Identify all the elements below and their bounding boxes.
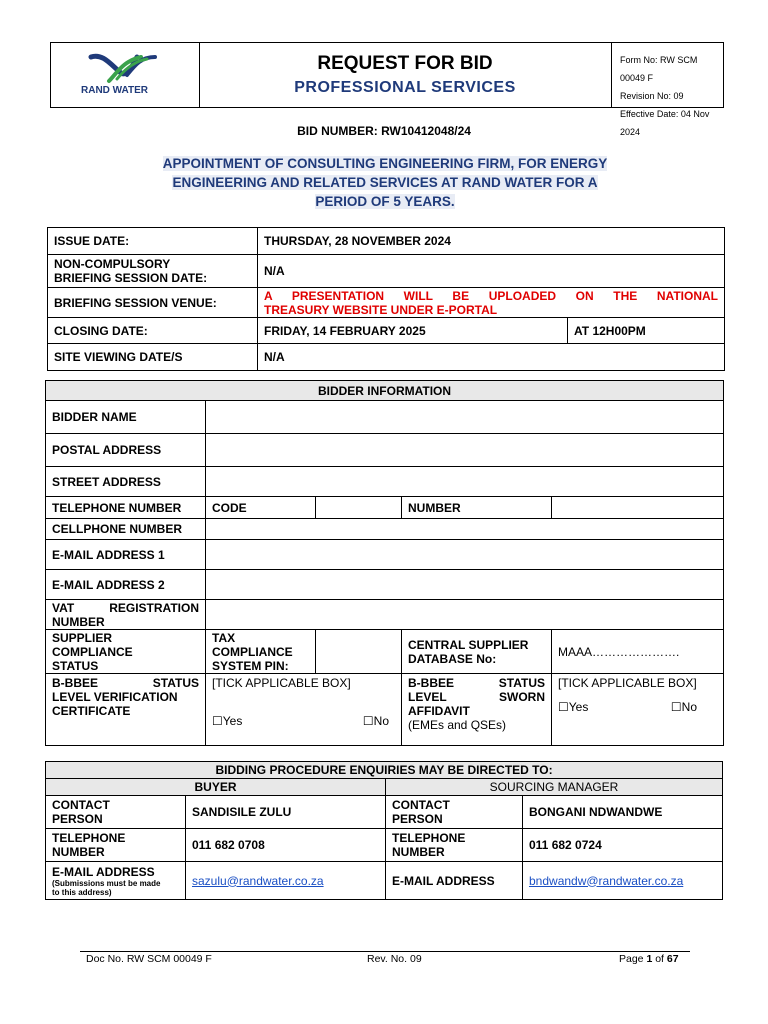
bid-subject xyxy=(90,154,680,211)
tax-pin-field[interactable] xyxy=(316,630,402,674)
logo-text: RAND WATER xyxy=(81,85,149,96)
enquiries-caption: BIDDING PROCEDURE ENQUIRIES MAY BE DIRECTED TO: xyxy=(46,762,723,779)
table-row xyxy=(46,600,724,630)
buyer-name: SANDISILE ZULU xyxy=(186,796,386,829)
sourcing-manager-heading: SOURCING MANAGER xyxy=(386,779,723,796)
effective-date: Effective Date: 04 Nov 2024 xyxy=(620,109,710,137)
telephone-label: TELEPHONE NUMBER xyxy=(46,497,206,519)
no-checkbox[interactable]: ☐No xyxy=(362,714,389,728)
bid-number: BID NUMBER: RW10412048/24 xyxy=(297,124,471,138)
bbbee-certificate-label: B-BBEE STATUS LEVEL VERIFICATION CERTIFICATE xyxy=(46,674,206,746)
footer-doc-number: Doc No. RW SCM 00049 F xyxy=(86,953,212,965)
sworn-affidavit-label: B-BBEE STATUS LEVEL SWORN AFFIDAVIT (EMEs and QSEs) xyxy=(402,674,552,746)
table-row xyxy=(48,318,725,344)
number-label: NUMBER xyxy=(402,497,552,519)
table-row xyxy=(46,467,724,497)
postal-address-field[interactable] xyxy=(206,434,724,467)
enquiries-table xyxy=(45,761,723,900)
email2-field[interactable] xyxy=(206,570,724,600)
header-titles xyxy=(199,43,611,107)
buyer-email-link[interactable]: sazulu@randwater.co.za xyxy=(186,862,386,900)
manager-telephone: 011 682 0724 xyxy=(523,829,723,862)
venue-value: A PRESENTATION WILL BE UPLOADED ON THE NATIONAL TREASURY WEBSITE UNDER E-PORTAL xyxy=(258,288,725,318)
buyer-heading: BUYER xyxy=(46,779,386,796)
email2-label: E-MAIL ADDRESS 2 xyxy=(46,570,206,600)
form-number: Form No: RW SCM 00049 F xyxy=(620,55,698,83)
cellphone-label: CELLPHONE NUMBER xyxy=(46,519,206,540)
street-address-label: STREET ADDRESS xyxy=(46,467,206,497)
revision-number: Revision No: 09 xyxy=(620,91,684,101)
table-row xyxy=(48,344,725,371)
telephone-label: TELEPHONE NUMBER xyxy=(46,829,186,862)
contact-person-label: CONTACT PERSON xyxy=(386,796,523,829)
table-row xyxy=(46,497,724,519)
csd-field[interactable]: MAAA…………………. xyxy=(552,630,724,674)
table-row xyxy=(46,796,723,829)
closing-date-value: FRIDAY, 14 FEBRUARY 2025 xyxy=(258,318,568,344)
page-subtitle: PROFESSIONAL SERVICES xyxy=(294,79,516,96)
vat-label: VAT REGISTRATION NUMBER xyxy=(46,600,206,630)
telephone-label: TELEPHONE NUMBER xyxy=(386,829,523,862)
email1-label: E-MAIL ADDRESS 1 xyxy=(46,540,206,570)
footer-page-number: Page 1 of 67 xyxy=(619,953,679,965)
footer-revision: Rev. No. 09 xyxy=(367,953,422,965)
csd-label: CENTRAL SUPPLIER DATABASE No: xyxy=(402,630,552,674)
code-field[interactable] xyxy=(316,497,402,519)
table-row xyxy=(48,288,725,318)
table-row xyxy=(46,779,723,796)
table-row xyxy=(46,381,724,401)
telephone-field[interactable] xyxy=(552,497,724,519)
bidder-name-label: BIDDER NAME xyxy=(46,401,206,434)
table-row xyxy=(46,674,724,746)
page-title: REQUEST FOR BID xyxy=(317,53,493,74)
table-row xyxy=(48,228,725,255)
postal-address-label: POSTAL ADDRESS xyxy=(46,434,206,467)
buyer-telephone: 011 682 0708 xyxy=(186,829,386,862)
footer-rule xyxy=(80,951,690,952)
table-row xyxy=(46,519,724,540)
table-row xyxy=(46,762,723,779)
schedule-table xyxy=(47,227,725,371)
table-row xyxy=(46,570,724,600)
bidder-name-field[interactable] xyxy=(206,401,724,434)
bidder-information-table xyxy=(45,380,724,746)
wave-logo-icon xyxy=(51,43,199,107)
manager-name: BONGANI NDWANDWE xyxy=(523,796,723,829)
rand-water-logo xyxy=(51,43,200,107)
table-row xyxy=(46,829,723,862)
subject-line: PERIOD OF 5 YEARS. xyxy=(315,194,455,209)
street-address-field[interactable] xyxy=(206,467,724,497)
manager-email-link[interactable]: bndwandw@randwater.co.za xyxy=(523,862,723,900)
email-label: E-MAIL ADDRESS (Submissions must be made to this address) xyxy=(46,862,186,900)
tick-instruction: [TICK APPLICABLE BOX] xyxy=(212,676,351,690)
table-row xyxy=(46,630,724,674)
form-meta xyxy=(611,43,723,137)
table-row xyxy=(46,401,724,434)
cellphone-field[interactable] xyxy=(206,519,724,540)
code-label: CODE xyxy=(206,497,316,519)
contact-person-label: CONTACT PERSON xyxy=(46,796,186,829)
tax-pin-label: TAX COMPLIANCE SYSTEM PIN: xyxy=(206,630,316,674)
subject-line: APPOINTMENT OF CONSULTING ENGINEERING FIRM, FOR ENERGY xyxy=(162,156,608,171)
bidder-caption: BIDDER INFORMATION xyxy=(46,381,724,401)
venue-label: BRIEFING SESSION VENUE: xyxy=(48,288,258,318)
yes-checkbox[interactable]: ☐Yes xyxy=(212,714,243,728)
yes-checkbox[interactable]: ☐Yes xyxy=(558,700,589,714)
closing-time-value: AT 12H00PM xyxy=(568,318,725,344)
supplier-compliance-label: SUPPLIER COMPLIANCE STATUS xyxy=(46,630,206,674)
briefing-date-value: N/A xyxy=(258,255,725,288)
table-row xyxy=(48,255,725,288)
vat-field[interactable] xyxy=(206,600,724,630)
subject-line: ENGINEERING AND RELATED SERVICES AT RAND WATER FOR A xyxy=(172,175,598,190)
issue-date-label: ISSUE DATE: xyxy=(48,228,258,255)
table-row xyxy=(46,540,724,570)
sworn-affidavit-options xyxy=(552,674,724,746)
issue-date-value: THURSDAY, 28 NOVEMBER 2024 xyxy=(258,228,725,255)
no-checkbox[interactable]: ☐No xyxy=(670,700,698,714)
tick-instruction: [TICK APPLICABLE BOX] xyxy=(558,676,697,690)
email-label: E-MAIL ADDRESS xyxy=(386,862,523,900)
table-row xyxy=(46,434,724,467)
email1-field[interactable] xyxy=(206,540,724,570)
closing-date-label: CLOSING DATE: xyxy=(48,318,258,344)
briefing-date-label: NON-COMPULSORY BRIEFING SESSION DATE: xyxy=(48,255,258,288)
table-row xyxy=(46,862,723,900)
site-viewing-value: N/A xyxy=(258,344,725,371)
site-viewing-label: SITE VIEWING DATE/S xyxy=(48,344,258,371)
bbbee-certificate-options xyxy=(206,674,402,746)
